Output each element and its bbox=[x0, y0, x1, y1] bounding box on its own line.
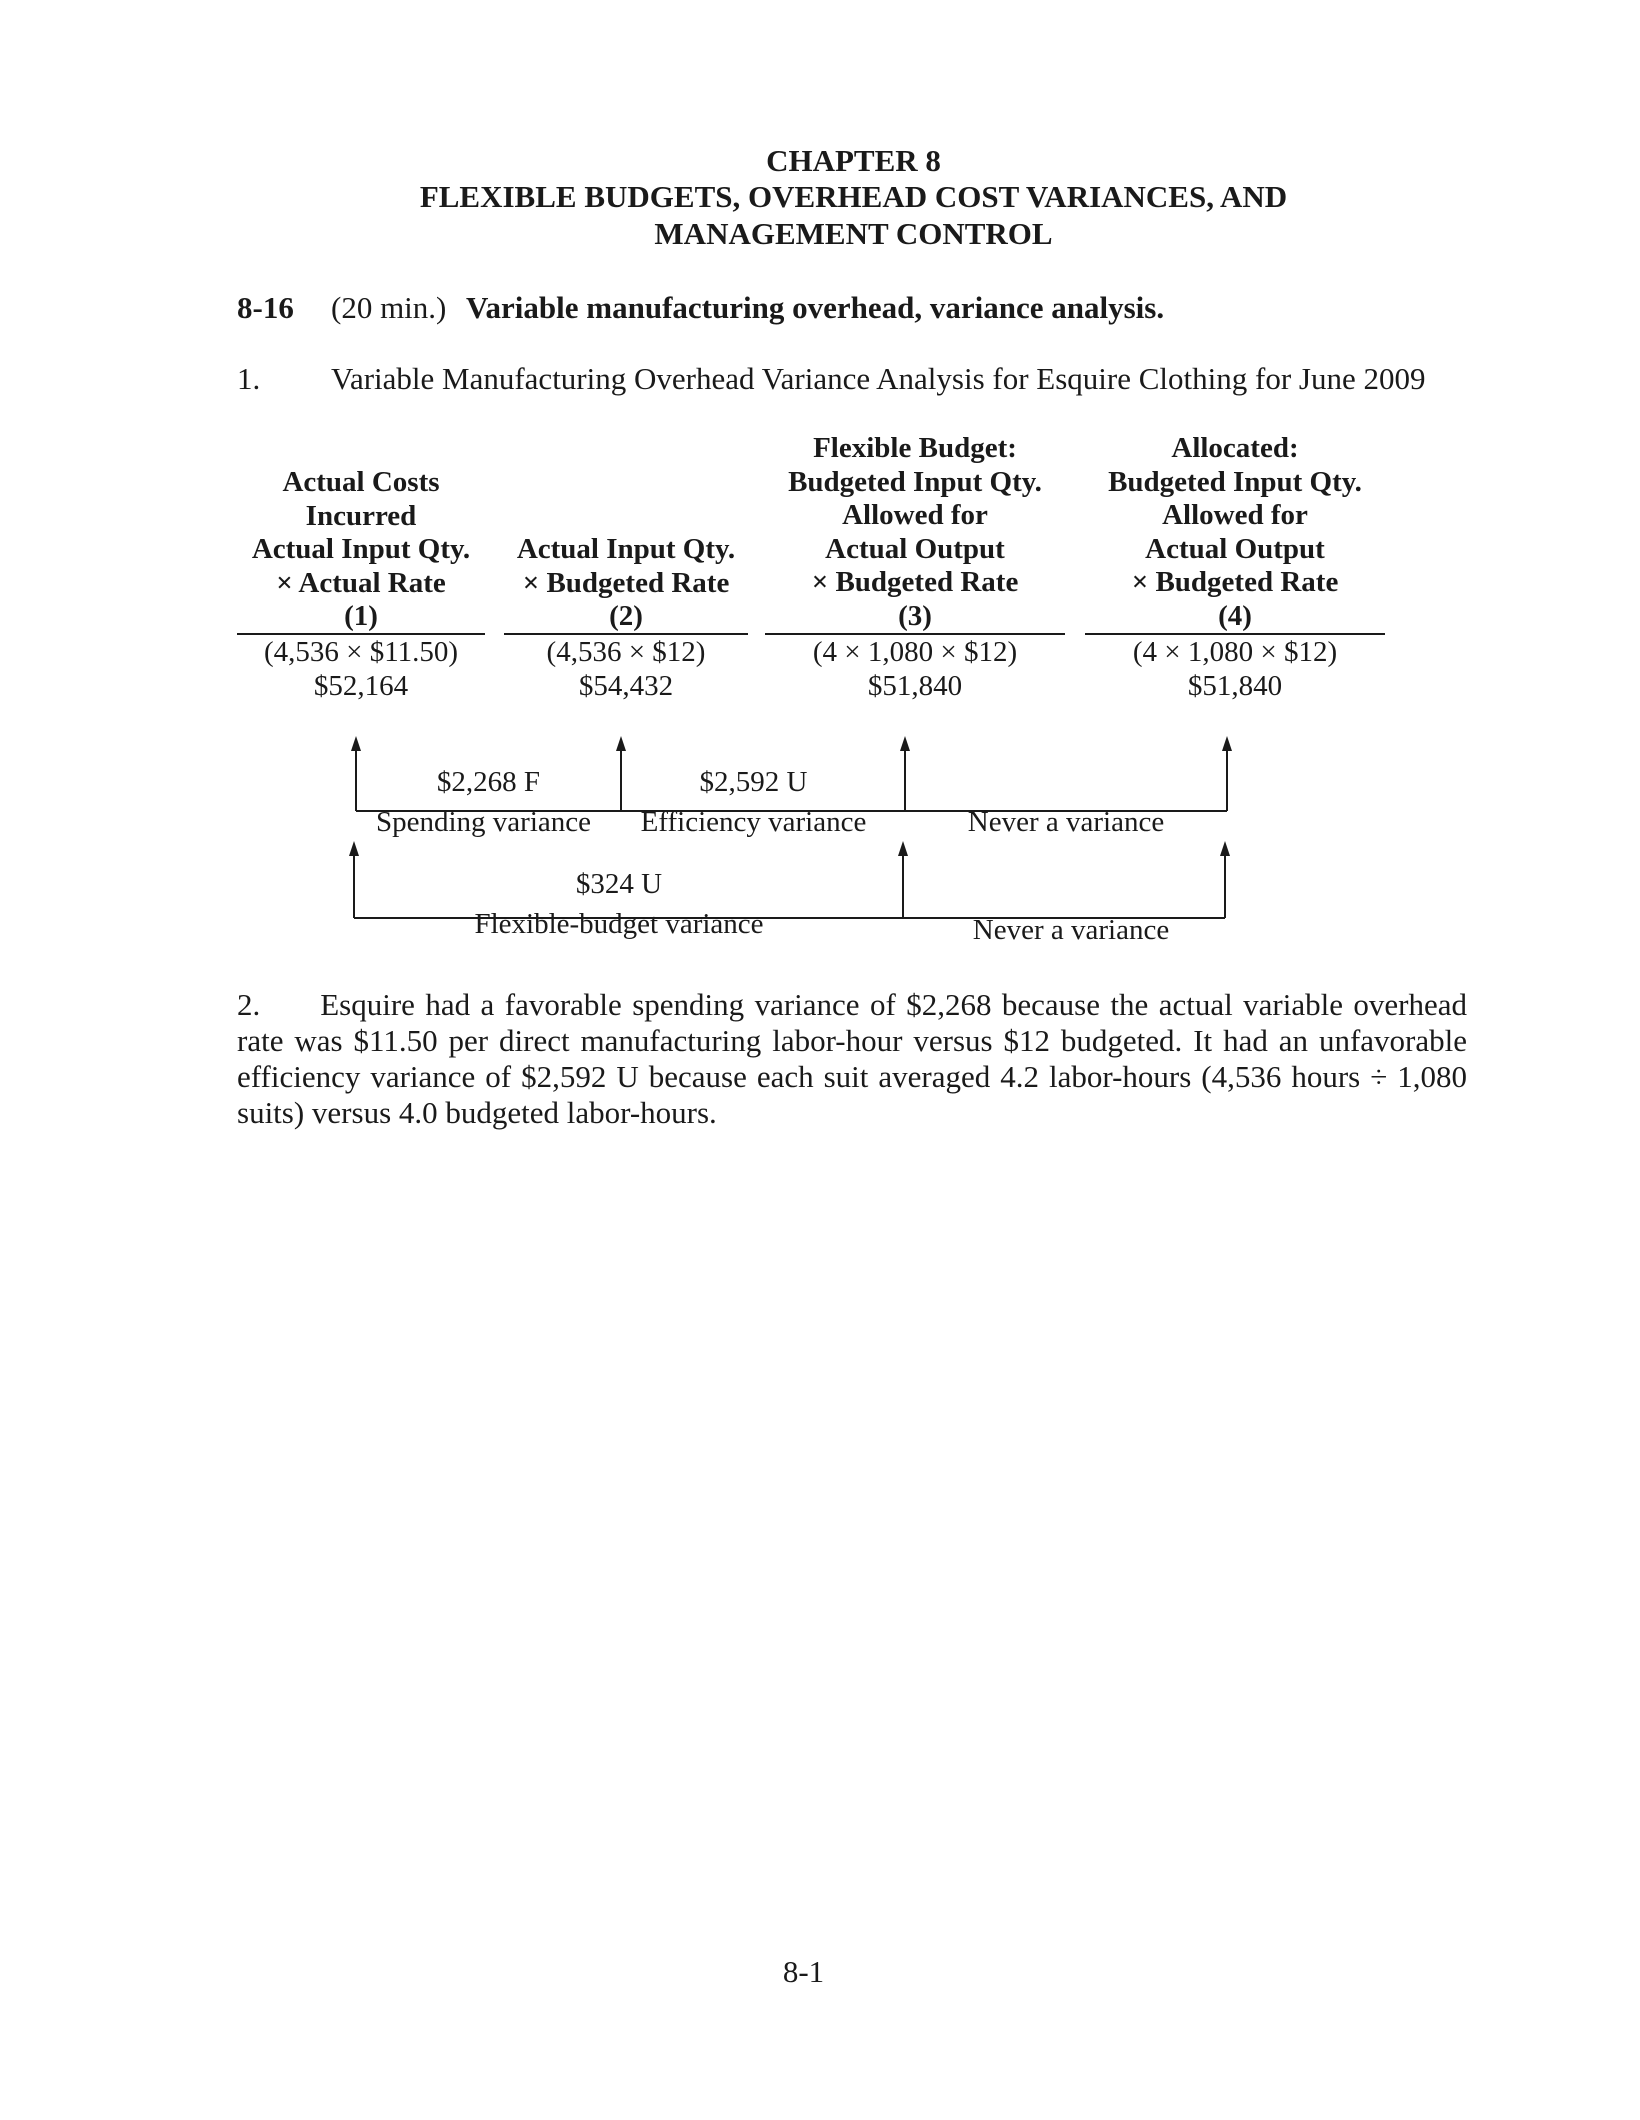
column-1-formula: (4,536 × $11.50) bbox=[263, 636, 459, 668]
column-1-number: (1) bbox=[344, 600, 378, 632]
part1-number: 1. bbox=[237, 361, 261, 396]
never-a-variance-label-2: Never a variance bbox=[972, 914, 1170, 946]
column-2-formula: (4,536 × $12) bbox=[546, 636, 706, 668]
chapter-title-line2: MANAGEMENT CONTROL bbox=[654, 216, 1053, 251]
efficiency-variance-label: Efficiency variance bbox=[640, 806, 867, 838]
arrowhead-icon bbox=[616, 736, 626, 751]
part2-line3: efficiency variance of $2,592 U because each suit averaged 4.2 labor-hours (4,536 hours ÷ 1,080 bbox=[237, 1059, 1467, 1094]
column-2-header-line: × Budgeted Rate bbox=[522, 566, 730, 599]
problem-time: (20 min.) bbox=[331, 290, 447, 325]
column-4-header-line: Allowed for bbox=[1162, 499, 1308, 531]
flexible-budget-variance-label: Flexible-budget variance bbox=[474, 908, 764, 940]
column-3-formula: (4 × 1,080 × $12) bbox=[812, 636, 1018, 668]
column-4-number: (4) bbox=[1218, 599, 1252, 632]
chapter-heading: CHAPTER 8 bbox=[766, 143, 941, 178]
arrowhead-icon bbox=[1222, 736, 1232, 751]
column-1-amount: $52,164 bbox=[313, 670, 409, 702]
column-4-header-line: Budgeted Input Qty. bbox=[1108, 465, 1362, 498]
arrowhead-icon bbox=[898, 841, 908, 856]
column-4-header-line: × Budgeted Rate bbox=[1131, 566, 1339, 598]
arrowhead-icon bbox=[351, 736, 361, 751]
part2-number: 2. bbox=[237, 987, 261, 1022]
column-4-header-line: Allocated: bbox=[1171, 432, 1299, 464]
column-3-amount: $51,840 bbox=[867, 670, 963, 702]
arrowhead-icon bbox=[1220, 841, 1230, 856]
column-4-formula: (4 × 1,080 × $12) bbox=[1132, 636, 1338, 668]
part2-paragraph bbox=[237, 987, 1467, 1131]
column-4-header-line: Actual Output bbox=[1145, 532, 1325, 565]
problem-topic: Variable manufacturing overhead, variance analysis. bbox=[466, 290, 1165, 325]
column-2-header-line: Actual Input Qty. bbox=[516, 533, 736, 565]
never-a-variance-label-1: Never a variance bbox=[967, 806, 1165, 838]
arrowhead-icon bbox=[349, 841, 359, 856]
column-3-number: (3) bbox=[898, 599, 932, 632]
page-number: 8-1 bbox=[782, 1954, 825, 1989]
spending-variance-label: Spending variance bbox=[375, 806, 591, 838]
part2-line2: rate was $11.50 per direct manufacturing labor-hour versus $12 budgeted. It had an unfavorable bbox=[237, 1023, 1467, 1058]
part2-line4: suits) versus 4.0 budgeted labor-hours. bbox=[237, 1095, 717, 1130]
column-1-header-line: Actual Costs bbox=[282, 466, 440, 498]
column-3-header-line: Flexible Budget: bbox=[813, 432, 1017, 464]
column-4-amount: $51,840 bbox=[1187, 670, 1283, 702]
efficiency-variance-amount: $2,592 U bbox=[699, 766, 808, 798]
column-3-header-line: Actual Output bbox=[825, 532, 1005, 565]
column-1-header-line: × Actual Rate bbox=[276, 566, 446, 599]
column-3-header-line: Allowed for bbox=[842, 499, 988, 531]
column-1-header-line: Actual Input Qty. bbox=[251, 533, 471, 565]
chapter-title-line1: FLEXIBLE BUDGETS, OVERHEAD COST VARIANCES, AND bbox=[419, 179, 1288, 214]
problem-number: 8-16 bbox=[237, 290, 294, 325]
column-3-header-line: × Budgeted Rate bbox=[811, 566, 1019, 598]
spending-variance-amount: $2,268 F bbox=[436, 766, 541, 798]
part1-caption: Variable Manufacturing Overhead Variance Analysis for Esquire Clothing for June 2009 bbox=[331, 361, 1426, 396]
arrowhead-icon bbox=[900, 736, 910, 751]
column-3-header-line: Budgeted Input Qty. bbox=[788, 465, 1042, 498]
column-1-header-line: Incurred bbox=[305, 499, 417, 532]
column-2-amount: $54,432 bbox=[578, 670, 674, 702]
part2-line1: Esquire had a favorable spending variance of $2,268 because the actual variable overhead bbox=[320, 987, 1467, 1022]
flexible-budget-variance-amount: $324 U bbox=[575, 868, 663, 900]
column-2-number: (2) bbox=[609, 600, 643, 632]
